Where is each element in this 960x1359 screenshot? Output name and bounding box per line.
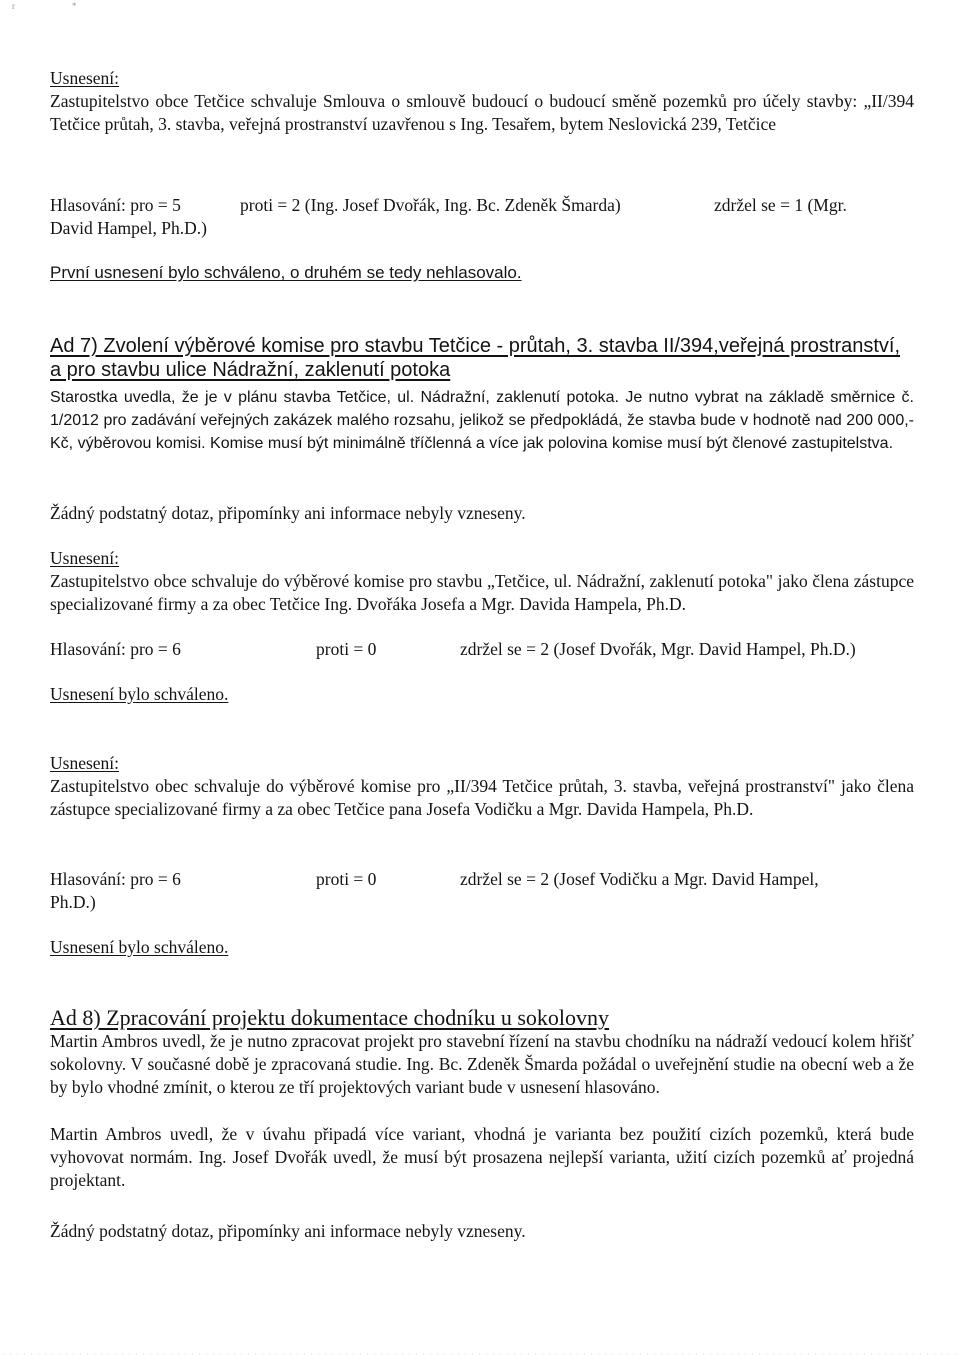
resolution-3-heading: Usnesení: [50,753,120,773]
vote-abstain: zdržel se = 1 (Mgr. [714,195,847,215]
section-ad8-title [50,1006,914,1030]
section-ad8-paragraph-1: Martin Ambros uvedl, že je nutno zpracovat projekt pro stavební řízení na stavbu chodníku na nádraží vedoucí kolem hřišť sokolovny. V současné době je zpracovaná studie. Ing. Bc. Zdeněk Šmarda požádal o uveřejnění studie na obecní web a že by bylo vhodné zmínit, o kterou ze tří projektových variant bude v usnesení hlasováno. [50,1031,914,1097]
section-ad7-no-questions: Žádný podstatný dotaz, připomínky ani informace nebyly vzneseny. [50,503,526,523]
scan-mark-left: r [12,1,15,11]
vote-pro: Hlasování: pro = 6 [50,869,181,889]
section-ad8-paragraph-2: Martin Ambros uvedl, že v úvahu připadá více variant, vhodná je varianta bez použití cizích pozemků, která bude vyhovovat normám. Ing. Josef Dvořák uvedl, že musí být prosazena nejlepší varianta, užití cizích pozemků ať projedná projektant. [50,1124,914,1190]
scan-mark-right: * [72,1,77,11]
vote-contra: proti = 2 (Ing. Josef Dvořák, Ing. Bc. Zdeněk Šmarda) [240,195,621,215]
resolution-1-vote-continued: David Hampel, Ph.D.) [50,218,207,238]
section-ad7-body: Starostka uvedla, že je v plánu stavba Tetčice, ul. Nádražní, zaklenutí potoka. Je nutno vybrat na základě směrnice č. 1/2012 pro zadávání veřejných zakázek malého rozsahu, jelikož se předpokládá, že stavba bude v hodnotě nad 200 000,- Kč, výběrovou komisi. Komise musí být minimálně tříčlenná a více jak polovina komise musí být členové zastupitelstva. [50,389,914,452]
vote-pro: Hlasování: pro = 6 [50,639,181,659]
resolution-3-vote-row [50,868,914,891]
resolution-1-heading: Usnesení: [50,68,120,88]
scan-edge-dots [0,1351,960,1357]
resolution-1-body: Zastupitelstvo obce Tetčice schvaluje Smlouva o smlouvě budoucí o budoucí směně pozemků pro účely stavby: „II/394 Tetčice průtah, 3. stavba, veřejná prostranství uzavřenou s Ing. Tesařem, bytem Neslovická 239, Tetčice [50,91,914,134]
section-ad7-title-text: Ad 7) Zvolení výběrové komise pro stavbu Tetčice - průtah, 3. stavba II/394,veřejná prostranství, a pro stavbu ulice Nádražní, zaklenutí potoka [50,335,901,381]
section-ad8-no-questions: Žádný podstatný dotaz, připomínky ani informace nebyly vzneseny. [50,1221,526,1241]
resolution-2-vote-row [50,638,914,661]
resolution-1-result: První usnesení bylo schváleno, o druhém se tedy nehlasovalo. [50,263,522,282]
resolution-3-vote-continued: Ph.D.) [50,892,96,912]
resolution-3-result: Usnesení bylo schváleno. [50,937,229,957]
section-ad7-title [50,334,914,382]
resolution-2-result: Usnesení bylo schváleno. [50,684,229,704]
resolution-3-body: Zastupitelstvo obec schvaluje do výběrové komise pro „II/394 Tetčice průtah, 3. stavba, veřejná prostranství" jako člena zástupce specializované firmy a za obec Tetčice pana Josefa Vodičku a Mgr. Davida Hampela, Ph.D. [50,776,914,819]
vote-pro: Hlasování: pro = 5 [50,195,181,215]
vote-contra: proti = 0 [316,639,377,659]
vote-contra: proti = 0 [316,869,377,889]
vote-abstain: zdržel se = 2 (Josef Vodičku a Mgr. David Hampel, [460,869,819,889]
vote-abstain: zdržel se = 2 (Josef Dvořák, Mgr. David Hampel, Ph.D.) [460,639,856,659]
resolution-1-vote-row [50,194,914,217]
resolution-2-body: Zastupitelstvo obce schvaluje do výběrové komise pro stavbu „Tetčice, ul. Nádražní, zaklenutí potoka" jako člena zástupce specializované firmy a za obec Tetčice Ing. Dvořáka Josefa a Mgr. Davida Hampela, Ph.D. [50,571,914,614]
section-ad8-title-text: Ad 8) Zpracování projektu dokumentace chodníku u sokolovny [50,1005,610,1030]
resolution-2-heading: Usnesení: [50,548,120,568]
